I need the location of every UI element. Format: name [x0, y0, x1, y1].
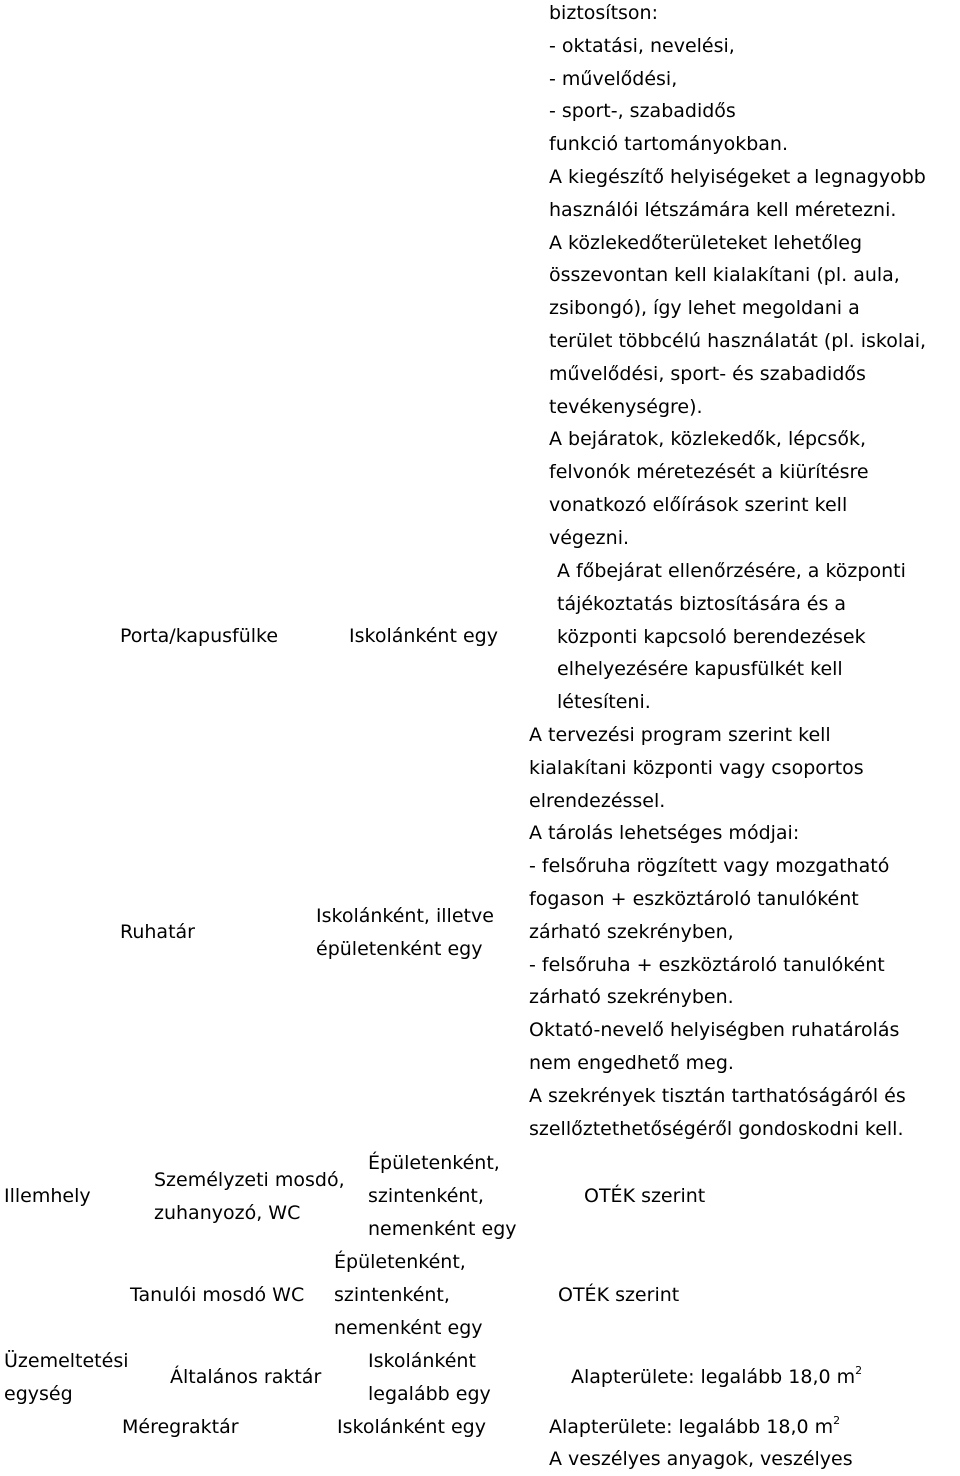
text-line: elhelyezésére kapusfülkét kell [557, 658, 843, 681]
room-name-szemelyzeti [154, 1164, 345, 1230]
text-line: Személyzeti mosdó, [154, 1169, 345, 1191]
text-line: művelődési, sport- és szabadidős [549, 362, 866, 385]
text-line: nemenként egy [334, 1316, 483, 1339]
text-line: szintenként, [368, 1184, 484, 1207]
text-line: fogason + eszköztároló tanulóként [529, 887, 859, 910]
room-count-meregraktar: Iskolánként egy [337, 1416, 486, 1438]
text-line: nem engedhető meg. [529, 1051, 734, 1074]
room-count-ruhatar [316, 900, 494, 966]
superscript: 2 [833, 1414, 841, 1427]
text-line: használói létszámára kell méretezni. [549, 198, 897, 221]
text-line: Oktató-nevelő helyiségben ruhatárolás [529, 1019, 900, 1042]
requirement-szemelyzeti: OTÉK szerint [584, 1185, 706, 1207]
room-name-raktar: Általános raktár [170, 1366, 322, 1388]
room-name-tanuloi: Tanulói mosdó WC [130, 1284, 305, 1306]
requirement-text: Alapterülete: legalább 18,0 m [549, 1416, 834, 1438]
superscript: 2 [855, 1364, 863, 1377]
text-line: felvonók méretezését a kiürítésre [549, 461, 869, 484]
text-line: Épületenként, [368, 1152, 500, 1174]
top-requirement-block [549, 0, 926, 555]
text-line: szellőztethetőségéről gondoskodni kell. [529, 1117, 904, 1140]
text-line: - oktatási, nevelési, [549, 34, 735, 57]
text-line: legalább egy [368, 1382, 491, 1405]
room-count-porta: Iskolánként egy [349, 625, 498, 647]
requirement-porta [557, 555, 906, 719]
group-label-uzemeltetesi [4, 1345, 129, 1411]
text-line: - sport-, szabadidős [549, 100, 736, 123]
text-line: kialakítani központi vagy csoportos [529, 756, 864, 779]
text-line: - művelődési, [549, 67, 678, 90]
room-count-raktar [368, 1345, 491, 1411]
room-name-meregraktar: Méregraktár [122, 1416, 239, 1438]
text-line: A tárolás lehetséges módjai: [529, 822, 800, 845]
text-line: tájékoztatás biztosítására és a [557, 592, 847, 615]
text-line: zárható szekrényben, [529, 920, 734, 943]
text-line: A tervezési program szerint kell [529, 724, 831, 746]
text-line: zuhanyozó, WC [154, 1201, 301, 1224]
text-line: A kiegészítő helyiségeket a legnagyobb [549, 165, 926, 188]
text-line: nemenként egy [368, 1217, 517, 1240]
room-count-tanuloi [334, 1246, 483, 1344]
text-line: vonatkozó előírások szerint kell [549, 493, 848, 516]
text-line: A bejáratok, közlekedők, lépcsők, [549, 428, 867, 451]
requirement-raktar [571, 1361, 862, 1394]
requirement-tanuloi: OTÉK szerint [558, 1284, 680, 1306]
text-line: - felsőruha rögzített vagy mozgatható [529, 855, 890, 878]
requirement-meregraktar [549, 1411, 840, 1444]
room-name-porta: Porta/kapusfülke [120, 625, 279, 647]
room-count-szemelyzeti [368, 1147, 517, 1245]
text-line: szintenként, [334, 1283, 450, 1306]
text-line: Iskolánként, illetve [316, 905, 494, 927]
requirement-meregraktar-cont: A veszélyes anyagok, veszélyes [549, 1448, 853, 1470]
text-line: A szekrények tisztán tarthatóságáról és [529, 1084, 906, 1107]
requirement-ruhatar [529, 719, 906, 1145]
text-line: Épületenként, [334, 1251, 466, 1273]
text-line: elrendezéssel. [529, 789, 666, 812]
room-name-ruhatar: Ruhatár [120, 921, 195, 943]
text-line: Üzemeltetési [4, 1350, 129, 1372]
text-line: A főbejárat ellenőrzésére, a központi [557, 560, 906, 582]
text-line: központi kapcsoló berendezések [557, 625, 866, 648]
text-line: épületenként egy [316, 937, 483, 960]
text-line: funkció tartományokban. [549, 133, 788, 156]
text-line: egység [4, 1382, 73, 1405]
text-line: biztosítson: [549, 2, 658, 24]
text-line: terület többcélú használatát (pl. iskolai, [549, 329, 927, 352]
text-line: zárható szekrényben. [529, 986, 734, 1009]
text-line: zsibongó), így lehet megoldani a [549, 297, 860, 320]
text-line: végezni. [549, 526, 630, 549]
text-line: Iskolánként [368, 1350, 476, 1372]
requirement-text: Alapterülete: legalább 18,0 m [571, 1366, 856, 1388]
text-line: - felsőruha + eszköztároló tanulóként [529, 953, 885, 976]
text-line: létesíteni. [557, 691, 651, 714]
text-line: A közlekedőterületeket lehetőleg [549, 231, 863, 254]
text-line: tevékenységre). [549, 395, 703, 418]
text-line: összevontan kell kialakítani (pl. aula, [549, 264, 900, 287]
group-label-illemhely: Illemhely [4, 1185, 91, 1207]
